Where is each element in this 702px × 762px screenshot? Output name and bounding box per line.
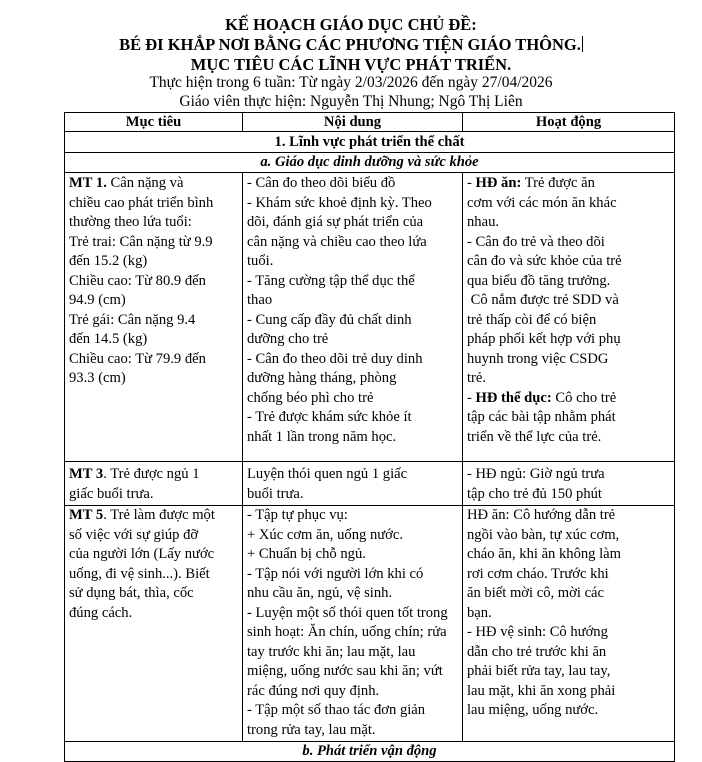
- activity-line: tập các bài tập nhằm phát: [467, 409, 616, 425]
- activity-line: cháo ăn, khi ăn không làm: [467, 546, 622, 562]
- content-line: - Cân đo theo dõi trẻ duy dinh: [247, 350, 423, 367]
- goal-line: của người lớn (Lấy nước: [69, 546, 215, 562]
- activity-label-eating: HĐ ăn:: [475, 175, 522, 191]
- subsection-motor-development: b. Phát triển vận động: [65, 742, 675, 762]
- content-line: dõi, đánh giá sự phát triển của: [247, 214, 424, 230]
- activity-line: dẫn cho trẻ trước khi ăn: [467, 643, 607, 660]
- content-line: - Tập nói với người lớn khi có: [247, 565, 424, 582]
- content-line: dưỡng hàng tháng, phòng: [247, 370, 397, 386]
- subsection-row: [65, 742, 675, 762]
- content-line: + Xúc cơm ăn, uống nước.: [247, 526, 403, 543]
- goal-line: sử dụng bát, thìa, cốc: [69, 585, 194, 601]
- table-row: [65, 173, 675, 462]
- content-line: Luyện thói quen ngủ 1 giấc: [247, 466, 408, 482]
- activity-label-exercise: HĐ thể dục:: [475, 389, 552, 406]
- goal-line: Trẻ gái: Cân nặng 9.4: [69, 311, 196, 328]
- goal-line: Trẻ trai: Cân nặng từ 9.9: [69, 233, 213, 250]
- activity-cell-mt1: - HĐ ăn: Trẻ được ăn cơm với các món ăn khác nhau. - Cân đo trẻ và theo dõi cân đo và sức khỏe của trẻ qua biểu đồ tăng trưởng. Cô nắm được trẻ SDD và trẻ thấp còi để có biện pháp phối kết hợp với phụ huynh trong việc CSDG trẻ. - HĐ thể dục: Cô cho trẻ tập các bài tập nhằm phát triển về thể lực của trẻ.: [463, 173, 675, 462]
- goal-line: giấc buổi trưa.: [69, 485, 154, 502]
- activity-line: triển về thể lực của trẻ.: [467, 428, 602, 445]
- content-line: cân nặng và chiều cao theo lứa: [247, 233, 427, 250]
- activity-line: - HĐ vệ sinh: Cô hướng: [467, 624, 608, 640]
- content-line: - Luyện một số thói quen tốt trong: [247, 604, 448, 621]
- content-line: miệng, uống nước sau khi ăn; vứt: [247, 663, 443, 679]
- content-line: tay trước khi ăn; lau mặt, lau: [247, 643, 416, 660]
- column-header-activity: Hoạt động: [463, 113, 675, 132]
- column-header-content: Nội dung: [243, 113, 463, 132]
- teachers-line: Giáo viên thực hiện: Nguyễn Thị Nhung; Ngô Thị Liên: [179, 93, 523, 110]
- content-line: nhất 1 lần trong năm học.: [247, 428, 397, 445]
- goal-line: số việc với sự giúp đỡ: [69, 526, 199, 543]
- activity-line: - HĐ ngủ: Giờ ngủ trưa: [467, 466, 605, 482]
- activity-line: phải biết rửa tay, lau tay,: [467, 663, 611, 679]
- activity-line: rơi cơm cháo. Trước khi: [467, 565, 609, 582]
- content-line: trong rửa tay, lau mặt.: [247, 721, 376, 738]
- content-line: buổi trưa.: [247, 485, 304, 502]
- content-line: dưỡng cho trẻ: [247, 331, 329, 347]
- document-title: KẾ HOẠCH GIÁO DỤC CHỦ ĐỀ:: [225, 15, 477, 34]
- education-plan-table: [64, 112, 675, 762]
- activity-line: nhau.: [467, 214, 500, 230]
- activity-line: qua biểu đồ tăng trưởng.: [467, 272, 611, 289]
- table-row: [65, 462, 675, 506]
- content-line: - Cung cấp đầy đủ chất dinh: [247, 311, 412, 328]
- section-row: [65, 132, 675, 153]
- content-line: - Cân đo theo dõi biểu đồ: [247, 175, 396, 191]
- activity-line: Cô cho trẻ: [555, 389, 617, 406]
- goal-line: thường theo lứa tuổi:: [69, 214, 192, 230]
- goal-line: . Trẻ làm được một: [103, 507, 215, 523]
- goal-line: uống, đi vệ sinh...). Biết: [69, 565, 210, 582]
- content-line: rác đúng nơi quy định.: [247, 682, 380, 699]
- goal-label: MT 1.: [69, 175, 107, 191]
- activity-line: ngồi vào bàn, tự xúc cơm,: [467, 526, 620, 543]
- theme-title: [0, 35, 702, 55]
- content-line: tuổi.: [247, 253, 274, 269]
- content-line: thao: [247, 292, 273, 308]
- goal-line: Chiều cao: Từ 80.9 đến: [69, 272, 206, 289]
- content-line: - Tập tự phục vụ:: [247, 507, 348, 523]
- goal-cell-mt1: [65, 173, 243, 462]
- content-cell-mt3: [243, 462, 463, 506]
- goal-line: chiều cao phát triển bình: [69, 194, 214, 211]
- goals-title: MỤC TIÊU CÁC LĨNH VỰC PHÁT TRIỂN.: [190, 55, 512, 74]
- activity-line: ăn biết mời cô, mời các: [467, 585, 605, 601]
- theme-title-text: BÉ ĐI KHẮP NƠI BẰNG CÁC PHƯƠNG TIỆN GIÁO THÔNG.: [119, 35, 581, 54]
- activity-line: HĐ ăn: Cô hướng dẫn trẻ: [467, 507, 616, 523]
- section-physical-development: 1. Lĩnh vực phát triển thể chất: [65, 132, 675, 153]
- activity-line: cơm với các món ăn khác: [467, 194, 617, 211]
- content-line: - Khám sức khoẻ định kỳ. Theo: [247, 194, 432, 211]
- table-header-row: [65, 113, 675, 132]
- goal-label: MT 3: [69, 466, 104, 482]
- goal-line: đến 14.5 (kg): [69, 331, 148, 347]
- content-line: - Trẻ được khám sức khỏe ít: [247, 409, 412, 425]
- activity-line: huynh trong việc CSDG: [467, 350, 609, 367]
- content-line: - Tăng cường tập thể dục thể: [247, 272, 415, 289]
- goal-line: Cân nặng và: [110, 175, 184, 191]
- activity-line: lau miệng, uống nước.: [467, 702, 599, 718]
- goal-line: đến 15.2 (kg): [69, 253, 148, 269]
- goal-cell-mt3: [65, 462, 243, 506]
- goal-line: . Trẻ được ngủ 1: [103, 466, 200, 482]
- activity-line: lau mặt, khi ăn xong phải: [467, 682, 616, 699]
- table-row: [65, 506, 675, 742]
- activity-line: trẻ thấp còi để có biện: [467, 311, 597, 328]
- content-line: - Tập một số thao tác đơn giản: [247, 702, 426, 718]
- goal-label: MT 5: [69, 507, 104, 523]
- activity-line: pháp phối kết hợp với phụ: [467, 331, 621, 347]
- content-cell-mt1: [243, 173, 463, 462]
- column-header-goal: Mục tiêu: [65, 113, 243, 132]
- subsection-row: [65, 153, 675, 173]
- goal-cell-mt5: [65, 506, 243, 742]
- content-line: + Chuẩn bị chỗ ngủ.: [247, 546, 366, 562]
- activity-cell-mt5: [463, 506, 675, 742]
- goal-line: đúng cách.: [69, 604, 133, 621]
- activity-line: Cô nắm được trẻ SDD và: [467, 292, 619, 308]
- schedule-line: Thực hiện trong 6 tuần: Từ ngày 2/03/2026 đến ngày 27/04/2026: [149, 74, 553, 91]
- goal-line: Chiều cao: Từ 79.9 đến: [69, 350, 206, 367]
- content-line: chống béo phì cho trẻ: [247, 389, 374, 406]
- activity-line: bạn.: [467, 604, 492, 621]
- content-line: nhu cầu ăn, ngủ, vệ sinh.: [247, 585, 393, 601]
- activity-line: trẻ.: [467, 370, 487, 386]
- goal-line: 94.9 (cm): [69, 292, 126, 308]
- content-cell-mt5: [243, 506, 463, 742]
- activity-cell-mt3: [463, 462, 675, 506]
- text-cursor: [582, 36, 583, 52]
- activity-line: tập cho trẻ đủ 150 phút: [467, 485, 602, 502]
- content-line: sinh hoạt: Ăn chín, uống chín; rửa: [247, 624, 447, 640]
- activity-line: Trẻ được ăn: [524, 175, 595, 191]
- activity-line: cân đo và sức khỏe của trẻ: [467, 253, 622, 269]
- activity-line: - Cân đo trẻ và theo dõi: [467, 233, 605, 250]
- goal-line: 93.3 (cm): [69, 370, 126, 386]
- subsection-nutrition-health: a. Giáo dục dinh dưỡng và sức khỏe: [65, 153, 675, 173]
